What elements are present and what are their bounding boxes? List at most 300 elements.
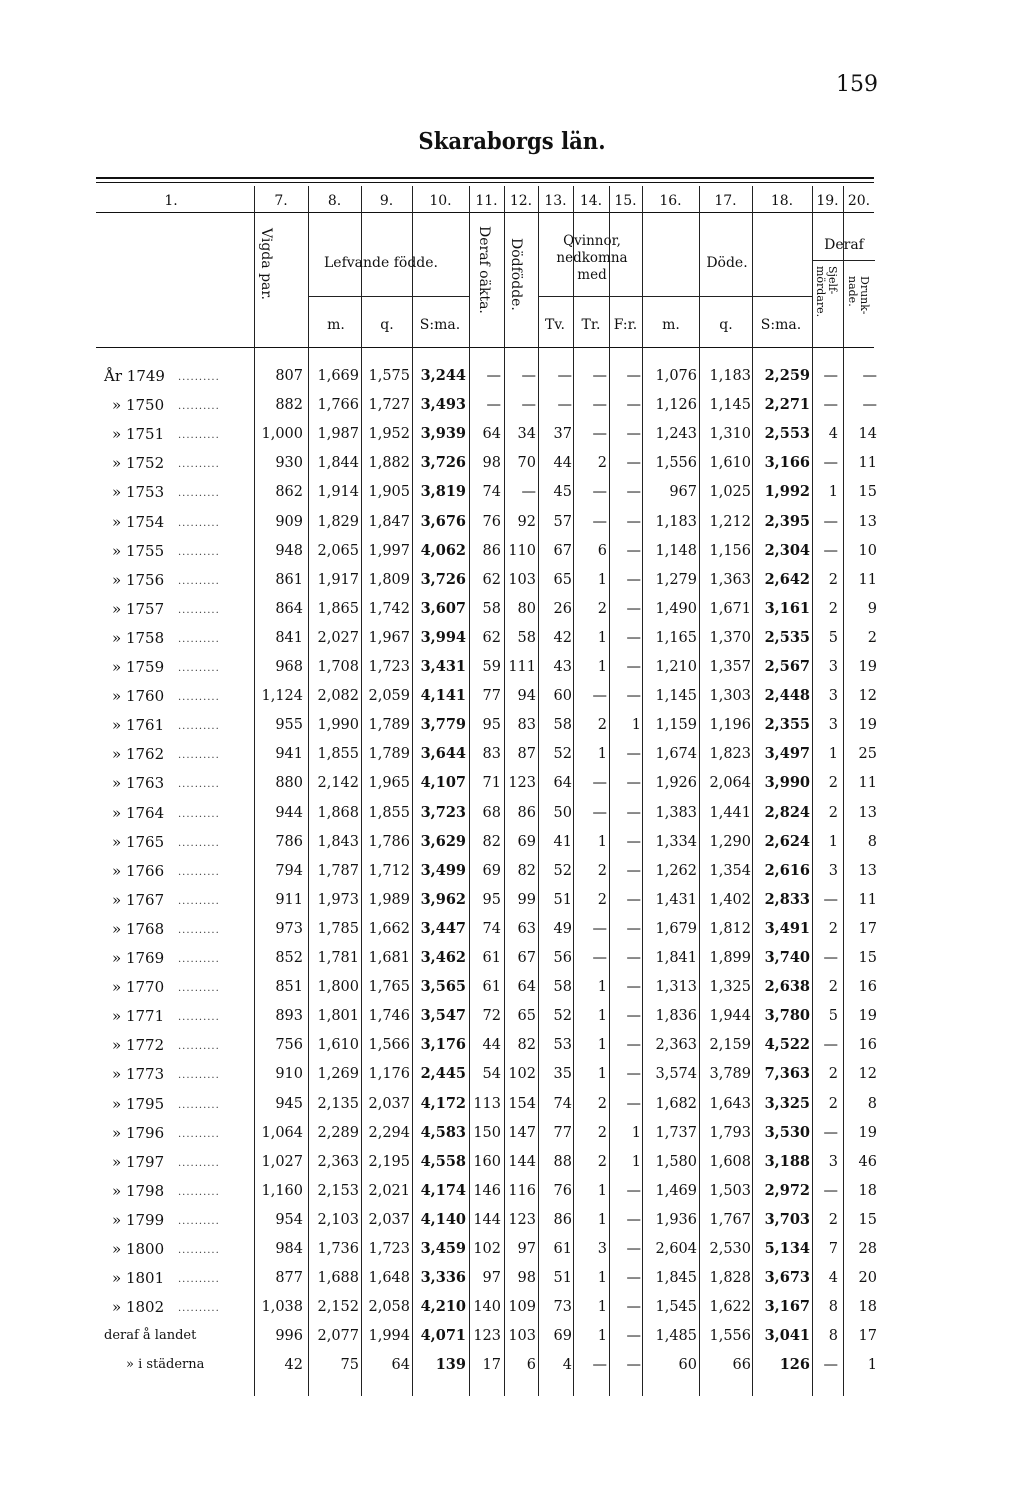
table-cell: 102 xyxy=(508,1066,536,1083)
table-cell: 4,062 xyxy=(420,541,466,559)
subheader-lefvande-m: m. xyxy=(327,317,345,333)
table-cell: 6 xyxy=(526,1357,536,1374)
table-cell: 1,126 xyxy=(655,397,697,414)
table-cell: 5,134 xyxy=(764,1240,810,1257)
column-number: 7. xyxy=(274,193,288,209)
table-cell: 64 xyxy=(553,775,572,792)
table-cell: 83 xyxy=(482,746,501,763)
table-cell: 1,441 xyxy=(709,804,751,821)
table-cell: 1 xyxy=(867,1357,877,1374)
table-cell: 3,994 xyxy=(420,628,466,646)
table-cell: 794 xyxy=(275,862,303,879)
table-cell: 2,363 xyxy=(655,1037,697,1054)
table-cell: 945 xyxy=(275,1095,303,1112)
table-cell: 1 xyxy=(597,1211,607,1228)
table-cell: — xyxy=(626,542,641,559)
table-cell: 1,469 xyxy=(655,1182,697,1199)
row-label: » 1759 xyxy=(112,658,165,676)
table-cell: 77 xyxy=(482,688,501,705)
leader-dots: .......... xyxy=(178,1303,220,1315)
table-cell: 2 xyxy=(597,717,607,734)
table-cell: — xyxy=(823,368,838,384)
table-cell: — xyxy=(823,1357,838,1374)
table-cell: 1 xyxy=(597,1328,607,1345)
table-cell: — xyxy=(626,600,641,617)
table-cell: 61 xyxy=(482,950,501,966)
table-cell: 58 xyxy=(553,979,572,996)
subheader-dode-sma: S:ma. xyxy=(760,317,802,333)
table-cell: — xyxy=(626,368,641,384)
leader-dots: .......... xyxy=(178,692,220,704)
table-cell: 1 xyxy=(597,1182,607,1199)
table-cell: 1 xyxy=(828,484,838,501)
table-cell: 2,082 xyxy=(317,688,359,705)
table-cell: 110 xyxy=(508,542,536,559)
table-cell: — xyxy=(626,1095,641,1112)
table-cell: 861 xyxy=(275,571,303,588)
table-cell: — xyxy=(626,1241,641,1257)
table-cell: — xyxy=(626,920,641,937)
table-cell: 1,556 xyxy=(655,455,697,472)
table-cell: 1,671 xyxy=(709,600,751,617)
header-drunknade: Drunk- nade. xyxy=(846,276,871,315)
table-cell: 1,855 xyxy=(368,804,410,821)
column-number: 12. xyxy=(509,193,533,209)
table-cell: 3,673 xyxy=(764,1269,810,1287)
table-cell: — xyxy=(626,688,641,705)
table-cell: 4,107 xyxy=(420,774,466,792)
table-cell: 64 xyxy=(482,426,501,443)
row-label: » 1757 xyxy=(112,599,165,618)
table-cell: 1,994 xyxy=(368,1328,410,1345)
table-cell: 2,065 xyxy=(317,542,359,559)
leader-dots: .......... xyxy=(178,401,220,413)
table-cell: 62 xyxy=(482,571,501,588)
row-label: » 1770 xyxy=(112,978,165,997)
table-cell: — xyxy=(626,1328,641,1345)
column-number: 11. xyxy=(475,193,498,209)
table-cell: 37 xyxy=(553,426,572,443)
table-cell: 52 xyxy=(553,1008,572,1025)
table-cell: 1,917 xyxy=(317,571,359,588)
leader-dots: .......... xyxy=(178,1186,220,1198)
column-number: 18. xyxy=(770,193,794,209)
table-cell: 19 xyxy=(858,717,877,734)
table-cell: 3 xyxy=(828,688,838,705)
table-cell: 1,669 xyxy=(317,368,359,384)
table-cell: 948 xyxy=(275,542,303,559)
table-cell: 1,160 xyxy=(261,1182,303,1199)
table-cell: 3,041 xyxy=(764,1327,810,1345)
leader-dots: .......... xyxy=(178,575,220,587)
table-cell: 8 xyxy=(867,1095,877,1112)
header-qvinnor: Qvinnor, nedkomna med xyxy=(556,233,628,283)
table-cell: 996 xyxy=(275,1328,303,1345)
table-cell: 11 xyxy=(858,775,877,792)
colnum-rule xyxy=(96,212,874,213)
table-cell: 50 xyxy=(553,804,572,821)
table-cell: 882 xyxy=(275,397,303,414)
table-cell: — xyxy=(626,775,641,792)
table-cell: — xyxy=(626,891,641,908)
table-cell: 1,766 xyxy=(317,397,359,414)
table-cell: 69 xyxy=(482,862,501,879)
table-cell: 6 xyxy=(597,542,607,559)
row-label: » 1802 xyxy=(112,1298,165,1317)
table-cell: 8 xyxy=(828,1299,838,1316)
leader-dots: .......... xyxy=(178,633,220,645)
table-cell: 1,145 xyxy=(655,688,697,705)
table-cell: 1 xyxy=(631,1124,641,1141)
row-label: » 1752 xyxy=(112,454,165,473)
table-cell: 1,793 xyxy=(709,1124,751,1141)
table-cell: 1,176 xyxy=(368,1066,410,1083)
table-cell: 3,325 xyxy=(764,1094,810,1112)
table-cell: 911 xyxy=(275,891,303,908)
table-cell: 2,103 xyxy=(317,1211,359,1228)
table-cell: — xyxy=(592,950,607,966)
table-cell: 1,765 xyxy=(368,979,410,996)
table-cell: 62 xyxy=(482,629,501,646)
header-vigda-par: Vigda par. xyxy=(258,228,274,300)
table-cell: 1,845 xyxy=(655,1270,697,1287)
table-cell: 14 xyxy=(858,426,877,443)
row-label: deraf å landet xyxy=(104,1328,197,1344)
row-label: År 1749 xyxy=(104,367,165,385)
leader-dots: .......... xyxy=(178,1215,220,1227)
table-cell: 973 xyxy=(275,920,303,937)
table-cell: 99 xyxy=(517,891,536,908)
leader-dots: .......... xyxy=(178,663,220,674)
table-cell: 3 xyxy=(828,1153,838,1170)
table-cell: 12 xyxy=(858,1066,877,1083)
table-cell: 1,746 xyxy=(368,1008,410,1025)
table-cell: 2,289 xyxy=(317,1124,359,1141)
table-cell: 1,622 xyxy=(709,1299,751,1316)
table-cell: 5 xyxy=(828,629,838,646)
table-cell: 45 xyxy=(553,484,572,501)
table-cell: 98 xyxy=(517,1270,536,1287)
header-sjelfmordare: Sjelf- mördare. xyxy=(814,266,839,318)
table-cell: 76 xyxy=(482,513,501,530)
table-cell: 3,789 xyxy=(709,1066,751,1083)
row-label: » 1756 xyxy=(112,570,165,589)
table-cell: 82 xyxy=(517,1037,536,1054)
table-cell: 756 xyxy=(275,1037,303,1054)
leader-dots: .......... xyxy=(178,430,220,442)
table-cell: 1,990 xyxy=(317,717,359,734)
table-cell: 18 xyxy=(858,1299,877,1316)
table-cell: 1,679 xyxy=(655,920,697,937)
table-cell: 1,843 xyxy=(317,833,359,850)
table-cell: 2 xyxy=(828,775,838,792)
table-cell: — xyxy=(592,1357,607,1374)
table-cell: 82 xyxy=(482,833,501,850)
table-cell: 102 xyxy=(473,1241,501,1257)
table-cell: 35 xyxy=(553,1066,572,1083)
table-cell: 109 xyxy=(508,1299,536,1316)
row-label: » 1763 xyxy=(112,774,165,793)
table-cell: 1,789 xyxy=(368,746,410,763)
table-cell: — xyxy=(626,397,641,414)
table-cell: 1,828 xyxy=(709,1270,751,1287)
table-cell: 1,643 xyxy=(709,1095,751,1112)
table-cell: 95 xyxy=(482,717,501,734)
table-cell: 4,172 xyxy=(420,1094,466,1112)
table-cell: 51 xyxy=(553,891,572,908)
table-cell: 58 xyxy=(482,600,501,617)
table-cell: 28 xyxy=(858,1241,877,1257)
table-cell: 2,355 xyxy=(764,716,810,734)
table-cell: 123 xyxy=(508,1211,536,1228)
subheader-tv: Tv. xyxy=(544,317,566,333)
table-cell: 3,740 xyxy=(764,949,810,966)
table-cell: 13 xyxy=(858,513,877,530)
table-cell: 13 xyxy=(858,862,877,879)
table-cell: 1,801 xyxy=(317,1008,359,1025)
leader-dots: .......... xyxy=(178,954,220,965)
table-cell: 3,493 xyxy=(420,396,466,414)
table-cell: 13 xyxy=(858,804,877,821)
table-cell: 4 xyxy=(828,1270,838,1287)
table-cell: 1,610 xyxy=(317,1037,359,1054)
table-cell: 1,914 xyxy=(317,484,359,501)
table-cell: 80 xyxy=(517,600,536,617)
table-cell: 3,166 xyxy=(764,454,810,472)
table-cell: 1,786 xyxy=(368,833,410,850)
table-cell: 61 xyxy=(482,979,501,996)
row-label: » 1754 xyxy=(112,512,165,531)
table-cell: 64 xyxy=(391,1357,410,1374)
table-cell: — xyxy=(862,397,877,414)
table-cell: 2 xyxy=(828,571,838,588)
table-cell: 69 xyxy=(553,1328,572,1345)
table-cell: 1 xyxy=(597,746,607,763)
table-cell: 1,997 xyxy=(368,542,410,559)
table-cell: 86 xyxy=(553,1211,572,1228)
row-label: » 1772 xyxy=(112,1036,165,1055)
table-cell: 1,681 xyxy=(368,950,410,966)
table-cell: 3,431 xyxy=(420,658,466,675)
table-cell: 2,159 xyxy=(709,1037,751,1054)
table-cell: 74 xyxy=(482,484,501,501)
table-cell: — xyxy=(626,571,641,588)
table-cell: 7 xyxy=(828,1241,838,1257)
table-cell: 1,662 xyxy=(368,920,410,937)
table-cell: 60 xyxy=(678,1357,697,1374)
table-cell: — xyxy=(592,920,607,937)
table-cell: — xyxy=(626,426,641,443)
table-cell: 68 xyxy=(482,804,501,821)
table-cell: 150 xyxy=(473,1124,501,1141)
table-cell: 2,445 xyxy=(420,1065,466,1083)
table-cell: 126 xyxy=(779,1356,810,1374)
table-cell: 3,726 xyxy=(420,454,466,472)
column-number: 15. xyxy=(614,193,637,209)
table-cell: 4,558 xyxy=(420,1152,466,1170)
table-cell: — xyxy=(626,833,641,850)
table-cell: 147 xyxy=(508,1124,536,1141)
table-cell: 2 xyxy=(597,455,607,472)
page-title: Skaraborgs län. xyxy=(418,128,606,155)
row-label: » 1768 xyxy=(112,919,165,938)
table-cell: 26 xyxy=(553,600,572,617)
table-cell: 3 xyxy=(828,659,838,675)
table-cell: 2,624 xyxy=(764,832,810,850)
table-cell: 1,183 xyxy=(709,368,751,384)
leader-dots: .......... xyxy=(178,604,220,616)
table-cell: 69 xyxy=(517,833,536,850)
table-cell: — xyxy=(626,659,641,675)
column-number: 9. xyxy=(379,193,394,209)
table-cell: 4 xyxy=(562,1357,572,1374)
table-cell: 1,431 xyxy=(655,891,697,908)
table-cell: 1,926 xyxy=(655,775,697,792)
table-cell: 72 xyxy=(482,1008,501,1025)
table-cell: 3,161 xyxy=(764,599,810,617)
table-cell: 2,271 xyxy=(764,396,810,414)
table-cell: 1,159 xyxy=(655,717,697,734)
table-cell: 2,037 xyxy=(368,1211,410,1228)
table-cell: 71 xyxy=(482,775,501,792)
table-cell: 1,124 xyxy=(261,688,303,705)
table-cell: — xyxy=(592,513,607,530)
table-cell: 63 xyxy=(517,920,536,937)
table-cell: 51 xyxy=(553,1270,572,1287)
table-cell: 74 xyxy=(482,920,501,937)
table-cell: — xyxy=(823,542,838,559)
table-cell: — xyxy=(521,397,536,414)
table-cell: 1,841 xyxy=(655,950,697,966)
table-cell: 3,491 xyxy=(764,919,810,937)
table-cell: 1,148 xyxy=(655,542,697,559)
table-cell: 1,712 xyxy=(368,862,410,879)
table-cell: 53 xyxy=(553,1037,572,1054)
table-cell: 2,395 xyxy=(764,512,810,530)
table-cell: 944 xyxy=(275,804,303,821)
table-cell: 1,865 xyxy=(317,600,359,617)
table-cell: 1,868 xyxy=(317,804,359,821)
table-cell: 1,064 xyxy=(261,1124,303,1141)
column-number: 1. xyxy=(164,193,178,209)
table-cell: 123 xyxy=(473,1328,501,1345)
table-cell: 4,210 xyxy=(420,1298,466,1316)
leader-dots: .......... xyxy=(178,866,220,878)
table-cell: 786 xyxy=(275,833,303,850)
table-cell: 3,780 xyxy=(764,1007,810,1025)
table-cell: 1,025 xyxy=(709,484,751,501)
leader-dots: .......... xyxy=(178,546,220,558)
table-cell: 67 xyxy=(517,950,536,966)
table-cell: 2,638 xyxy=(764,978,810,996)
table-cell: — xyxy=(626,979,641,996)
row-label: » 1765 xyxy=(112,832,165,851)
table-cell: 11 xyxy=(858,891,877,908)
table-cell: 2,824 xyxy=(764,803,810,821)
table-cell: 76 xyxy=(553,1182,572,1199)
leader-dots: .......... xyxy=(178,1128,220,1140)
table-cell: 1,556 xyxy=(709,1328,751,1345)
table-cell: 83 xyxy=(517,717,536,734)
table-cell: 82 xyxy=(517,862,536,879)
table-cell: 2,363 xyxy=(317,1153,359,1170)
table-cell: — xyxy=(626,1357,641,1374)
table-cell: 116 xyxy=(508,1182,536,1199)
leader-dots: .......... xyxy=(178,924,220,936)
header-lefvande-fodde: Lefvande födde. xyxy=(323,255,438,271)
table-cell: 1,212 xyxy=(709,513,751,530)
table-cell: 4,174 xyxy=(420,1181,466,1199)
table-cell: 34 xyxy=(517,426,536,443)
table-cell: 2 xyxy=(597,1095,607,1112)
table-cell: 1 xyxy=(597,1066,607,1083)
table-cell: — xyxy=(823,1037,838,1054)
table-cell: 1,944 xyxy=(709,1008,751,1025)
table-cell: 941 xyxy=(275,746,303,763)
table-cell: 1,787 xyxy=(317,862,359,879)
table-cell: 1,038 xyxy=(261,1299,303,1316)
table-cell: — xyxy=(592,426,607,443)
table-cell: 15 xyxy=(858,950,877,966)
table-cell: 88 xyxy=(553,1153,572,1170)
table-cell: 3,336 xyxy=(420,1269,466,1287)
table-cell: 1,262 xyxy=(655,862,697,879)
table-cell: 75 xyxy=(340,1357,359,1374)
table-cell: 1,682 xyxy=(655,1095,697,1112)
table-cell: — xyxy=(626,1037,641,1054)
table-cell: 1,829 xyxy=(317,513,359,530)
table-cell: 19 xyxy=(858,1008,877,1025)
table-cell: 864 xyxy=(275,600,303,617)
table-cell: 2,535 xyxy=(764,628,810,646)
table-cell: 1,674 xyxy=(655,746,697,763)
column-number: 8. xyxy=(327,193,342,209)
table-cell: 60 xyxy=(553,688,572,705)
table-cell: 111 xyxy=(508,659,536,675)
header-deraf-oakta: Deraf oäkta. xyxy=(476,226,492,314)
row-label: » i städerna xyxy=(126,1357,205,1373)
table-cell: 3,726 xyxy=(420,570,466,588)
table-cell: 113 xyxy=(473,1095,501,1112)
table-cell: 123 xyxy=(508,775,536,792)
page-number: 159 xyxy=(836,72,878,97)
table-cell: 3,939 xyxy=(420,425,466,443)
table-cell: 97 xyxy=(517,1241,536,1257)
table-cell: 841 xyxy=(275,629,303,646)
table-cell: 1,402 xyxy=(709,891,751,908)
column-number: 20. xyxy=(847,193,871,209)
table-cell: 3,962 xyxy=(420,890,466,908)
table-cell: 1,608 xyxy=(709,1153,751,1170)
table-cell: — xyxy=(486,397,501,414)
table-cell: 1,165 xyxy=(655,629,697,646)
table-cell: 1,800 xyxy=(317,979,359,996)
leader-dots: .......... xyxy=(178,837,220,849)
table-cell: 3,188 xyxy=(764,1152,810,1170)
table-cell: 59 xyxy=(482,659,501,675)
table-cell: 3,676 xyxy=(420,512,466,530)
table-cell: 3,574 xyxy=(655,1066,697,1083)
row-label: » 1761 xyxy=(112,716,165,735)
table-cell: 2 xyxy=(597,862,607,879)
row-label: » 1773 xyxy=(112,1065,165,1084)
table-cell: 18 xyxy=(858,1182,877,1199)
table-cell: 19 xyxy=(858,659,877,675)
table-cell: 139 xyxy=(435,1356,466,1374)
table-cell: 1,000 xyxy=(261,426,303,443)
table-cell: 1,905 xyxy=(368,484,410,501)
table-cell: 17 xyxy=(482,1357,501,1374)
